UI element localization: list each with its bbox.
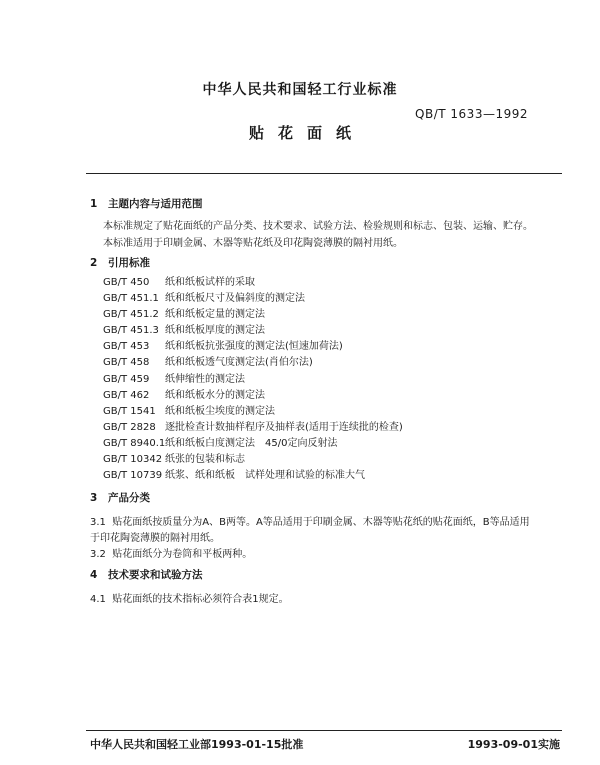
reference-item: [103, 307, 403, 323]
footer-divider: [86, 730, 562, 731]
reference-item: [103, 420, 403, 436]
clause-3-1-line-2: 于印花陶瓷薄膜的隔衬用纸。: [90, 533, 220, 544]
standard-code: QB/T 1633—1992: [415, 107, 528, 121]
reference-item: [103, 339, 403, 355]
reference-code: GB/T 1541: [103, 405, 156, 417]
reference-title: 纸和纸板试样的采取: [165, 277, 255, 288]
reference-code: GB/T 458: [103, 357, 150, 369]
header-divider: [86, 173, 562, 174]
reference-code: GB/T 8940.1: [103, 437, 166, 449]
reference-title: 纸张的包装和标志: [165, 454, 245, 466]
reference-item: [103, 275, 403, 291]
section-1-title: 主题内容与适用范围: [108, 198, 203, 210]
reference-title: 纸和纸板白度测定法 45/0定向反射法: [165, 437, 338, 449]
reference-item: [103, 355, 403, 371]
reference-item: [103, 404, 403, 420]
reference-title: 纸和纸板抗张强度的测定法(恒速加荷法): [165, 341, 343, 353]
document-title: 贴花面纸: [248, 124, 365, 142]
reference-title: 纸和纸板水分的测定法: [165, 389, 265, 401]
clause-4-1-number: 4.1: [90, 594, 106, 605]
reference-title: 纸和纸板厚度的测定法: [165, 325, 265, 337]
section-1-paragraph-1: 本标准规定了贴花面纸的产品分类、技术要求、试验方法、检验规则和标志、包装、运输、贮存。: [103, 221, 533, 232]
section-2-number: 2: [90, 257, 98, 269]
section-4-heading: [90, 567, 203, 582]
reference-item: [103, 388, 403, 404]
reference-code: GB/T 459: [103, 373, 150, 385]
reference-title: 纸和纸板透气度测定法(肖伯尔法): [165, 357, 313, 369]
section-3-title: 产品分类: [108, 492, 150, 504]
section-3-number: 3: [90, 492, 98, 504]
approval-date: 中华人民共和国轻工业部1993-01-15批准: [90, 738, 304, 751]
section-2-heading: [90, 255, 150, 270]
reference-code: GB/T 451.3: [103, 325, 159, 337]
reference-code: GB/T 10342: [103, 454, 163, 466]
reference-title: 纸和纸板尺寸及偏斜度的测定法: [165, 293, 305, 305]
reference-title: 纸和纸板定量的测定法: [165, 309, 265, 321]
clause-3-2: [90, 545, 252, 560]
reference-code: GB/T 2828: [103, 421, 156, 433]
reference-code: GB/T 453: [103, 341, 150, 353]
reference-list: [103, 275, 403, 484]
clause-3-1-line-1: [90, 513, 530, 528]
reference-code: GB/T 451.2: [103, 309, 159, 321]
clause-4-1-text: 贴花面纸的技术指标必须符合表1规定。: [112, 594, 289, 605]
section-4-title: 技术要求和试验方法: [108, 569, 203, 581]
section-1-heading: [90, 196, 203, 211]
reference-item: [103, 291, 403, 307]
reference-code: GB/T 10739: [103, 470, 163, 482]
section-1-number: 1: [90, 198, 98, 210]
section-1-paragraph-2: 本标准适用于印刷金属、木器等贴花纸及印花陶瓷薄膜的隔衬用纸。: [103, 238, 403, 249]
reference-item: [103, 372, 403, 388]
clause-3-2-number: 3.2: [90, 549, 106, 560]
clause-3-1-text: 贴花面纸按质量分为A、B两等。A等品适用于印刷金属、木器等贴花纸的贴花面纸，B等品适用: [112, 517, 530, 528]
clause-3-1-number: 3.1: [90, 517, 106, 528]
clause-3-2-text: 贴花面纸分为卷筒和平板两种。: [112, 549, 253, 560]
reference-item: [103, 323, 403, 339]
reference-code: GB/T 450: [103, 277, 150, 288]
reference-title: 纸和纸板尘埃度的测定法: [165, 405, 275, 417]
section-4-number: 4: [90, 569, 98, 581]
reference-title: 纸伸缩性的测定法: [165, 373, 245, 385]
reference-title: 逐批检查计数抽样程序及抽样表(适用于连续批的检查): [165, 421, 403, 433]
section-2-title: 引用标准: [108, 257, 150, 269]
section-3-heading: [90, 490, 150, 505]
ministry-title: 中华人民共和国轻工行业标准: [202, 82, 398, 98]
implementation-date: 1993-09-01实施: [467, 738, 560, 751]
reference-item: [103, 452, 403, 468]
reference-item: [103, 436, 403, 452]
reference-code: GB/T 462: [103, 389, 150, 401]
reference-title: 纸浆、纸和纸板 试样处理和试验的标准大气: [165, 470, 365, 482]
clause-4-1: [90, 590, 289, 605]
reference-item: [103, 468, 403, 484]
reference-code: GB/T 451.1: [103, 293, 159, 305]
